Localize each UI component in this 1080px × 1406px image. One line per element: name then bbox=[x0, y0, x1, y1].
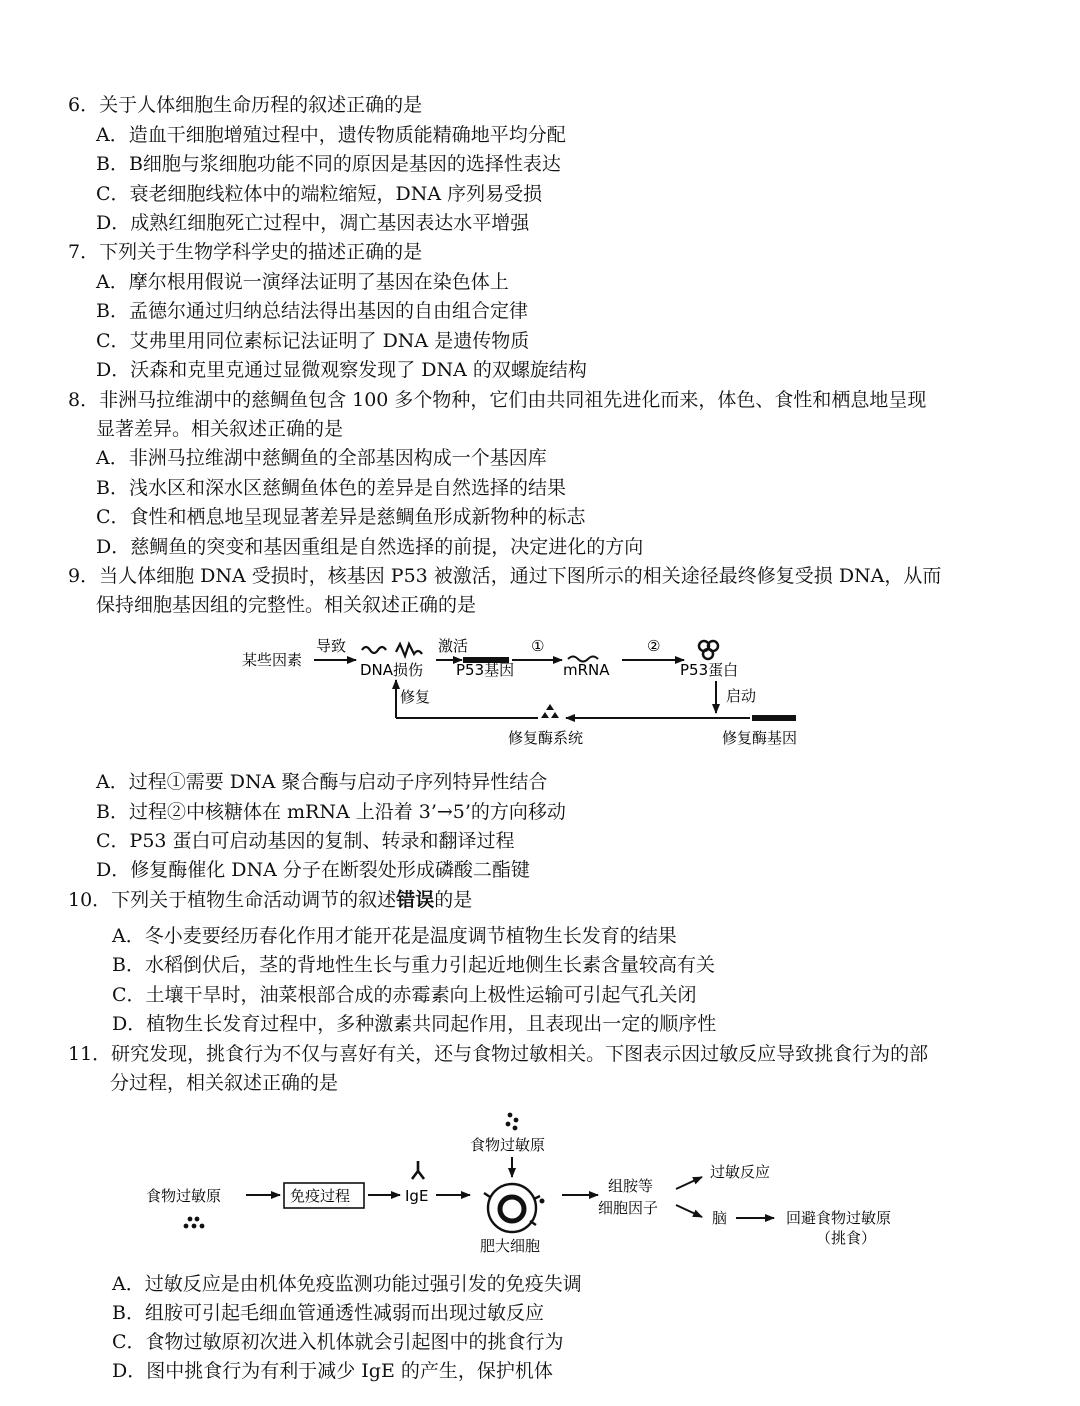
q9-option-c: C．P53 蛋白可启动基因的复制、转录和翻译过程 bbox=[96, 830, 515, 852]
diagram-allergen-top-label: 食物过敏原 bbox=[470, 1136, 546, 1154]
diagram-mast-cell-label: 肥大细胞 bbox=[480, 1237, 541, 1255]
ige-antibody-icon bbox=[412, 1161, 424, 1179]
q9-option-d: D．修复酶催化 DNA 分子在断裂处形成磷酸二酯键 bbox=[96, 859, 530, 881]
diagram-repair-system-label: 修复酶系统 bbox=[508, 729, 584, 747]
q10-stem-pre: 10．下列关于植物生命活动调节的叙述 bbox=[68, 889, 397, 911]
diagram-mrna-label: mRNA bbox=[563, 661, 610, 679]
q8-stem-line2: 显著差异。相关叙述正确的是 bbox=[96, 418, 344, 440]
q11-stem-line1: 11．研究发现，挑食行为不仅与喜好有关，还与食物过敏相关。下图表示因过敏反应导致挑食行为的部 bbox=[68, 1043, 929, 1065]
diagram-avoid-line2: （挑食） bbox=[816, 1229, 877, 1247]
q7-stem: 7．下列关于生物学科学史的描述正确的是 bbox=[68, 241, 423, 263]
diagram-brain-label: 脑 bbox=[712, 1209, 728, 1227]
q11-option-d: D．图中挑食行为有利于减少 IgE 的产生，保护机体 bbox=[112, 1360, 553, 1382]
q10-stem bbox=[68, 888, 472, 912]
q10-option-d: D．植物生长发育过程中，多种激素共同起作用，且表现出一定的顺序性 bbox=[112, 1013, 717, 1035]
q9-option-b: B．过程②中核糖体在 mRNA 上沿着 3’→5’的方向移动 bbox=[96, 801, 566, 823]
arrow-to-allergic-reaction bbox=[676, 1177, 702, 1189]
q11-option-b: B．组胺可引起毛细血管通透性减弱而出现过敏反应 bbox=[112, 1302, 544, 1324]
diagram-ige-label: IgE bbox=[405, 1187, 429, 1205]
repair-gene-bar-icon bbox=[752, 715, 796, 721]
diagram-cause-label: 导致 bbox=[316, 637, 347, 655]
broken-dna-icon bbox=[396, 644, 422, 656]
diagram-factor-label: 某些因素 bbox=[242, 651, 303, 669]
diagram-allergen-left-label: 食物过敏原 bbox=[146, 1187, 222, 1205]
diagram-activate-label: 激活 bbox=[438, 637, 469, 655]
q10-stem-post: 的是 bbox=[434, 889, 473, 911]
diagram-start-label: 启动 bbox=[726, 687, 757, 705]
q11-option-c: C．食物过敏原初次进入机体就会引起图中的挑食行为 bbox=[112, 1331, 564, 1353]
allergy-pathway-diagram bbox=[0, 1105, 1080, 1263]
diagram-cytokine-line2: 细胞因子 bbox=[598, 1199, 659, 1217]
q9-stem-line1: 9．当人体细胞 DNA 受损时，核基因 P53 被激活，通过下图所示的相关途径最终修复受损 DNA，从而 bbox=[68, 565, 942, 587]
diagram-step1-label: ① bbox=[531, 637, 545, 655]
q6-option-a: A．造血干细胞增殖过程中，遗传物质能精确地平均分配 bbox=[96, 124, 566, 146]
q7-option-d: D．沃森和克里克通过显微观察发现了 DNA 的双螺旋结构 bbox=[96, 359, 587, 381]
q11-option-a: A．过敏反应是由机体免疫监测功能过强引发的免疫失调 bbox=[112, 1273, 582, 1295]
diagram-immune-process-label: 免疫过程 bbox=[290, 1187, 351, 1205]
diagram-repair-label: 修复 bbox=[400, 688, 431, 706]
diagram-repair-gene-label: 修复酶基因 bbox=[722, 729, 798, 747]
q10-stem-emphasis: 错误 bbox=[396, 889, 435, 911]
p53-pathway-diagram bbox=[0, 628, 1080, 753]
dna-wave-icon bbox=[362, 647, 386, 653]
diagram-cytokine-line1: 组胺等 bbox=[608, 1177, 654, 1195]
q7-option-a: A．摩尔根用假说一演绎法证明了基因在染色体上 bbox=[96, 271, 509, 293]
q8-option-b: B．浅水区和深水区慈鲷鱼体色的差异是自然选择的结果 bbox=[96, 477, 566, 499]
diagram-allergic-reaction-label: 过敏反应 bbox=[710, 1163, 771, 1181]
q7-option-b: B．孟德尔通过归纳总结法得出基因的自由组合定律 bbox=[96, 300, 528, 322]
q9-option-a: A．过程①需要 DNA 聚合酶与启动子序列特异性结合 bbox=[96, 771, 548, 793]
q7-option-c: C．艾弗里用同位素标记法证明了 DNA 是遗传物质 bbox=[96, 330, 530, 352]
allergen-top-dots-icon bbox=[506, 1113, 519, 1131]
q10-option-a: A．冬小麦要经历春化作用才能开花是温度调节植物生长发育的结果 bbox=[112, 925, 677, 947]
mast-cell-icon bbox=[484, 1184, 545, 1232]
p53-protein-icon bbox=[699, 641, 718, 659]
allergen-dots-icon bbox=[184, 1217, 205, 1229]
q10-option-b: B．水稻倒伏后，茎的背地性生长与重力引起近地侧生长素含量较高有关 bbox=[112, 954, 715, 976]
q9-stem-line2: 保持细胞基因组的完整性。相关叙述正确的是 bbox=[96, 594, 477, 616]
q8-option-c: C．食性和栖息地呈现显著差异是慈鲷鱼形成新物种的标志 bbox=[96, 506, 586, 528]
q11-stem-line2: 分过程，相关叙述正确的是 bbox=[110, 1072, 339, 1094]
diagram-p53-gene-label: P53基因 bbox=[456, 661, 515, 679]
diagram-avoid-line1: 回避食物过敏原 bbox=[786, 1209, 892, 1227]
q8-stem-line1: 8．非洲马拉维湖中的慈鲷鱼包含 100 多个物种，它们由共同祖先进化而来，体色、食性和栖息地呈现 bbox=[68, 389, 927, 411]
q6-option-c: C．衰老细胞线粒体中的端粒缩短，DNA 序列易受损 bbox=[96, 183, 543, 205]
diagram-step2-label: ② bbox=[647, 637, 661, 655]
q8-option-d: D．慈鲷鱼的突变和基因重组是自然选择的前提，决定进化的方向 bbox=[96, 536, 644, 558]
diagram-p53-protein-label: P53蛋白 bbox=[680, 661, 739, 679]
arrow-to-brain bbox=[676, 1205, 702, 1217]
diagram-dna-damage-label: DNA损伤 bbox=[360, 661, 424, 679]
q8-option-a: A．非洲马拉维湖中慈鲷鱼的全部基因构成一个基因库 bbox=[96, 447, 547, 469]
q6-option-d: D．成熟红细胞死亡过程中，凋亡基因表达水平增强 bbox=[96, 212, 530, 234]
q10-option-c: C．土壤干旱时，油菜根部合成的赤霉素向上极性运输可引起气孔关闭 bbox=[112, 984, 697, 1006]
q6-stem: 6．关于人体细胞生命历程的叙述正确的是 bbox=[68, 94, 423, 116]
q6-option-b: B．B细胞与浆细胞功能不同的原因是基因的选择性表达 bbox=[96, 153, 561, 175]
repair-enzyme-icon bbox=[541, 704, 559, 718]
